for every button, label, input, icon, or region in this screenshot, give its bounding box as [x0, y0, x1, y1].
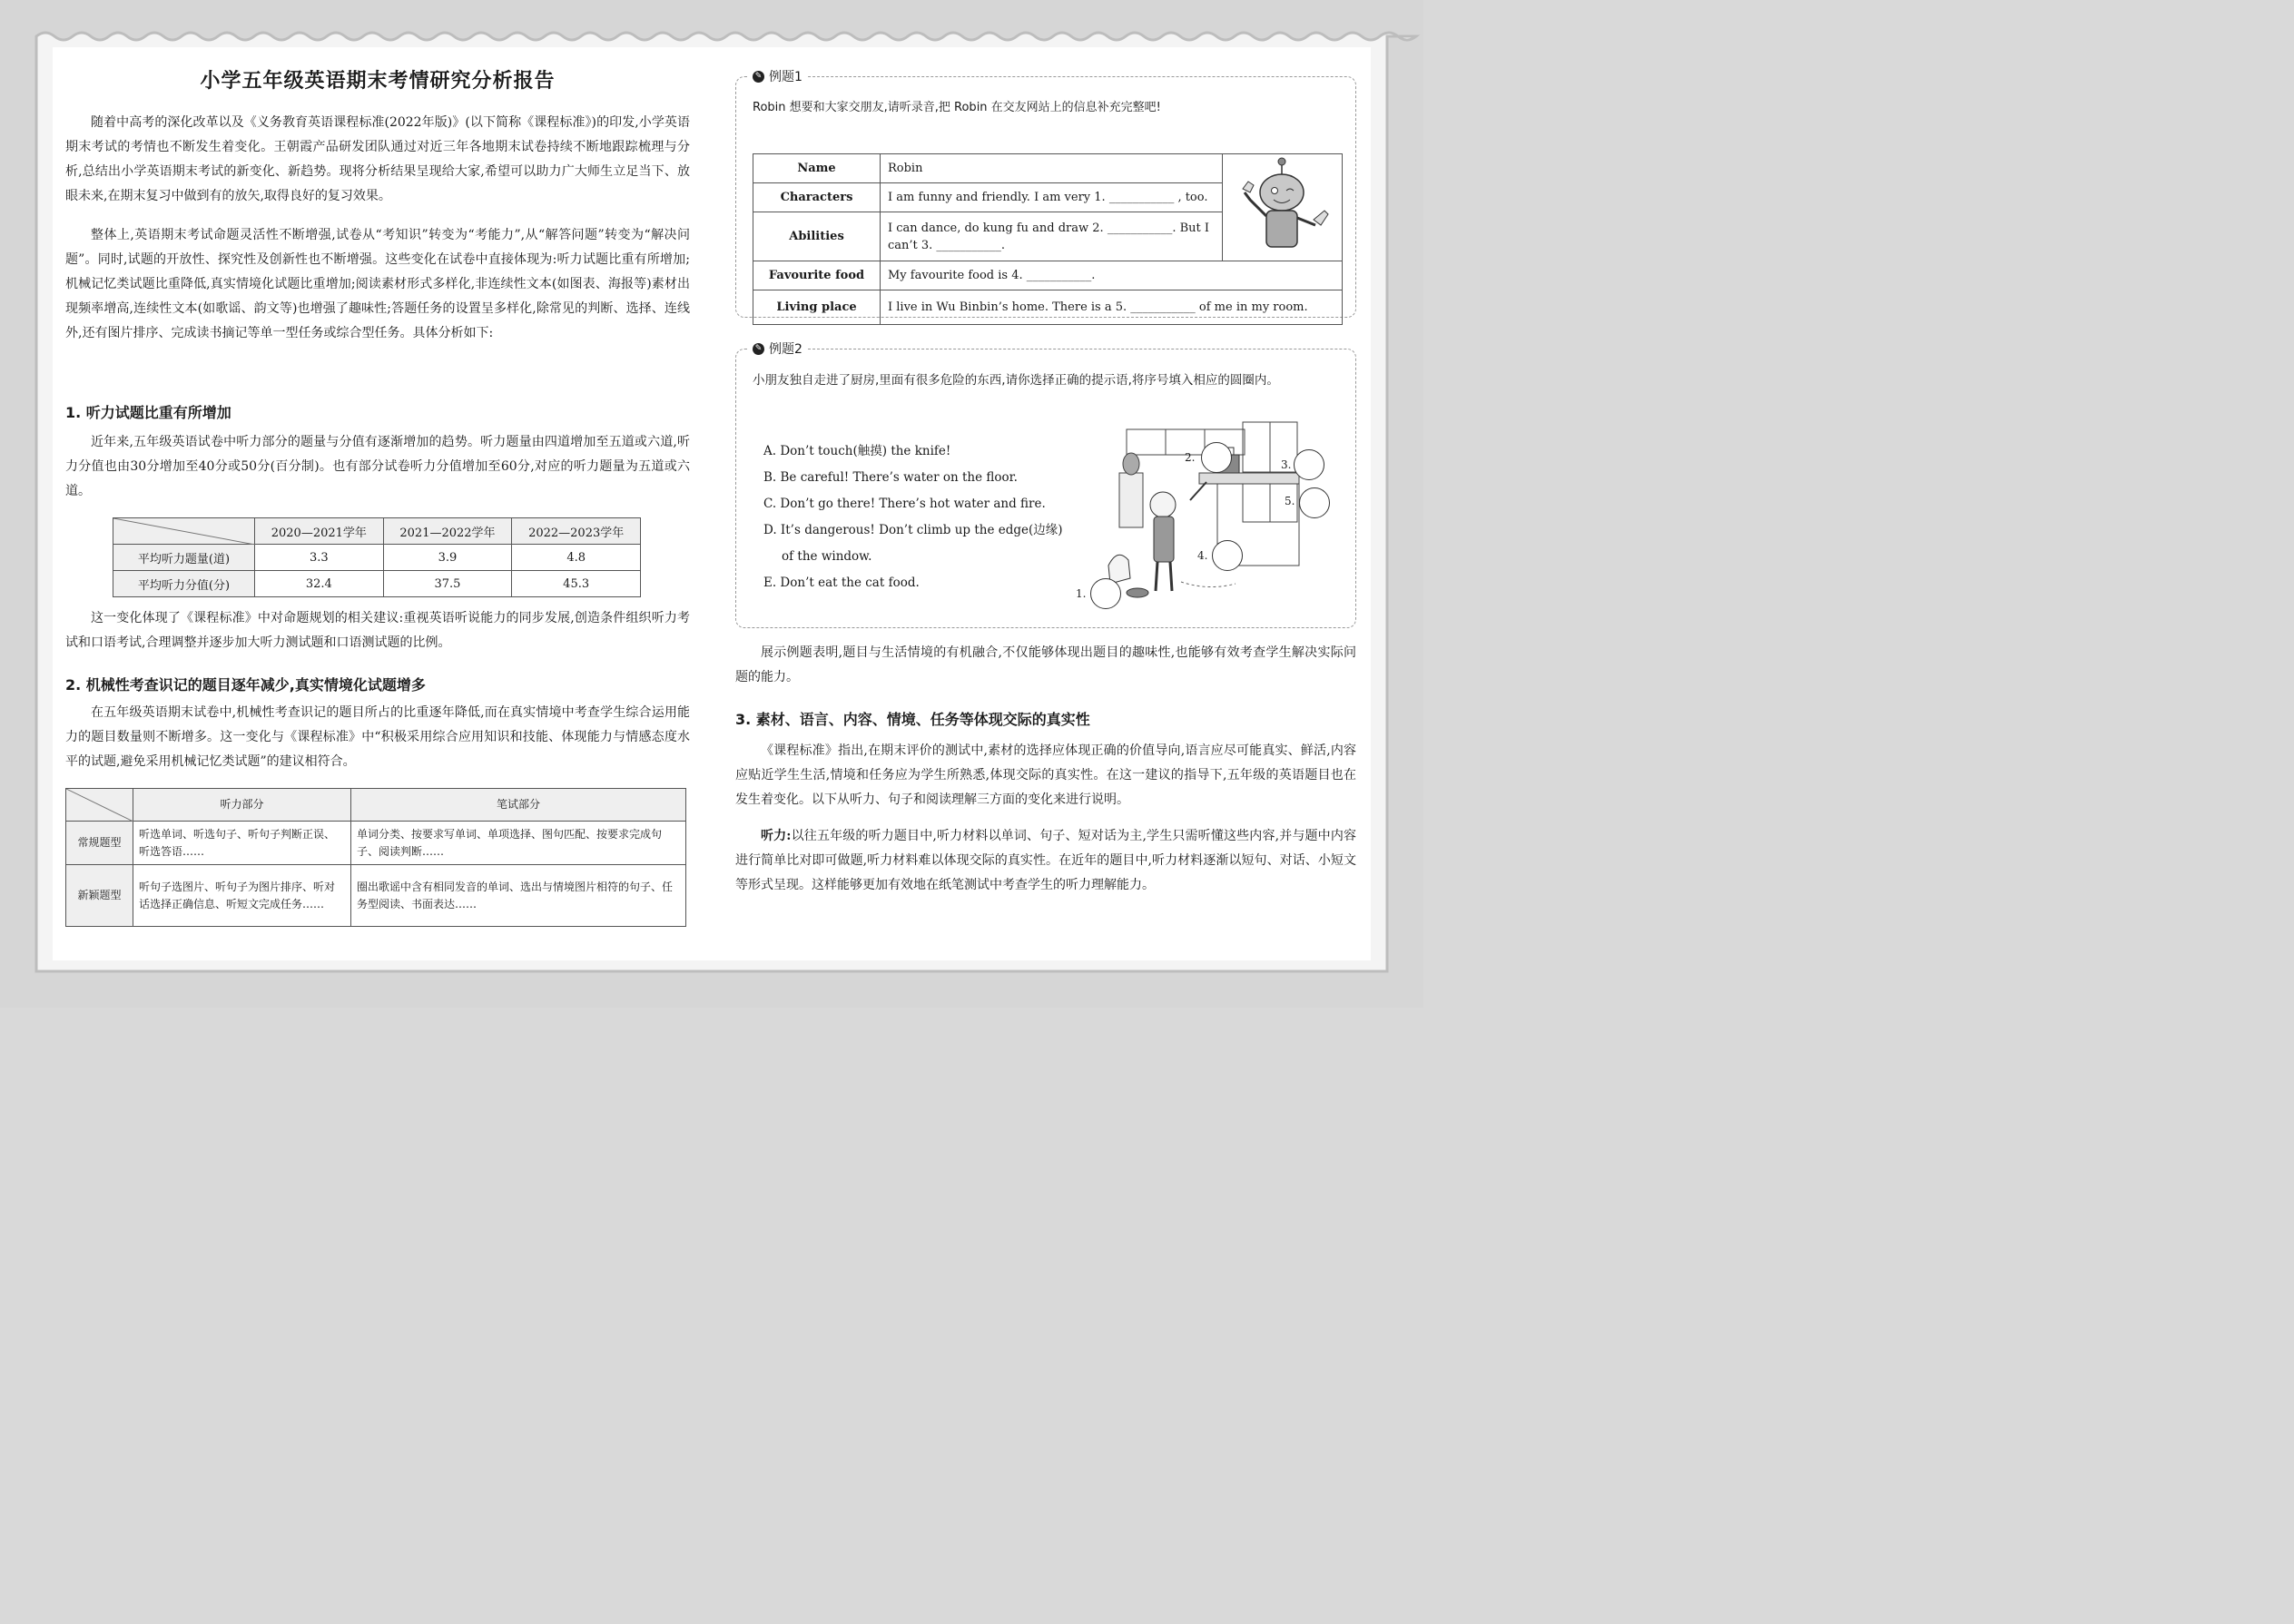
diagonal-line — [66, 789, 133, 822]
table-cell: 3.9 — [383, 545, 512, 571]
robot-illustration-cell — [1223, 154, 1343, 261]
section-3-paragraph-2 — [735, 824, 1356, 898]
globe-icon: ✎ — [753, 343, 764, 355]
column-header: 2020—2021学年 — [255, 518, 384, 545]
row-key: Name — [753, 154, 881, 183]
table-row — [753, 154, 1343, 183]
answer-circle-5[interactable] — [1299, 487, 1330, 518]
section-1-heading: 1. 听力试题比重有所增加 — [65, 404, 231, 421]
section-3-paragraph-1: 《课程标准》指出,在期末评价的测试中,素材的选择应体现正确的价值导向,语言应尽可能真实、鲜活,内容应贴近学生生活,情境和任务应为学生所熟悉,体现交际的真实性。在这一建议的指导下,五年级的英语题目也在发生着变化。以下从听力、句子和阅读理解三方面的变化来进行说明。 — [735, 743, 1356, 807]
row-value: I live in Wu Binbin’s home. There is a 5. ___________ of me in my room. — [881, 290, 1343, 325]
section-2-paragraph-1: 在五年级英语期末试卷中,机械性考查识记的题目所占的比重逐年降低,而在真实情境中考查学生综合运用能力的题目数量则不断增多。这一变化与《课程标准》中“积极采用综合应用知识和技能、体现能力与情感态度水平的试题,避免采用机械记忆类试题”的建议相符合。 — [65, 705, 690, 769]
table-row — [66, 822, 686, 865]
listening-text: 以往五年级的听力题目中,听力材料以单词、句子、短对话为主,学生只需听懂这些内容,并与题中内容进行简单比对即可做题,听力材料难以体现交际的真实性。在近年的题目中,听力材料逐渐以短句、对话、小短文等形式呈现。这样能够更加有效地在纸笔测试中考查学生的听力理解能力。 — [735, 829, 1356, 892]
example-1-question: Robin 想要和大家交朋友,请听录音,把 Robin 在交友网站上的信息补充完整吧! — [753, 101, 1161, 114]
row-header: 平均听力题量(道) — [113, 545, 255, 571]
row-header: 新颖题型 — [66, 865, 133, 927]
robin-profile-table — [753, 153, 1343, 325]
diagonal-line — [113, 518, 255, 545]
report-sheet — [53, 47, 1371, 960]
circle-number: 4. — [1197, 549, 1208, 562]
row-value: I am funny and friendly. I am very 1. ___________ , too. — [881, 183, 1223, 212]
row-value: I can dance, do kung fu and draw 2. ___________. But I can’t 3. ___________. — [881, 212, 1223, 261]
section-1-paragraph-1: 近年来,五年级英语试卷中听力部分的题量与分值有逐渐增加的趋势。听力题量由四道增加至五道或六道,听力分值也由30分增加至40分或50分(百分制)。也有部分试卷听力分值增加至60分,对应的听力题量为五道或六道。 — [65, 435, 690, 498]
table-row — [66, 865, 686, 927]
table-row — [753, 290, 1343, 325]
listening-stats-table — [113, 517, 641, 597]
row-key: Living place — [753, 290, 881, 325]
row-value: Robin — [881, 154, 1223, 183]
robot-illustration — [1223, 156, 1341, 256]
example-2-label: 例题2 — [769, 342, 802, 357]
listening-label: 听力: — [761, 829, 792, 843]
table-cell: 听选单词、听选句子、听句子判断正误、听选答语…… — [133, 822, 351, 865]
table-corner-cell — [66, 789, 133, 822]
option-c: C. Don’t go there! There’s hot water and fire. — [763, 497, 1046, 511]
example-1-tag — [747, 67, 808, 85]
table-cell: 听句子选图片、听句子为图片排序、听对话选择正确信息、听短文完成任务…… — [133, 865, 351, 927]
intro-paragraph-2: 整体上,英语期末考试命题灵活性不断增强,试卷从“考知识”转变为“考能力”,从“解答问题”转变为“解决问题”。同时,试题的开放性、探究性及创新性也不断增强。这些变化在试卷中直接体现为:听力试题比重有所增加;机械记忆类试题比重降低,真实情境化试题比重增加;阅读素材形式多样化,非连续性文本(如图表、海报等)素材出现频率增高,连续性文本(如歌谣、韵文等)也增强了趣味性;答题任务的设置呈多样化,除常见的判断、选择、连线外,还有图片排序、完成读书摘记等单一型任务或综合型任务。具体分析如下: — [65, 228, 690, 340]
question-type-table — [65, 788, 686, 927]
table-cell: 37.5 — [383, 571, 512, 597]
section-2-heading: 2. 机械性考查识记的题目逐年减少,真实情境化试题增多 — [65, 676, 426, 694]
row-header: 常规题型 — [66, 822, 133, 865]
column-header: 2022—2023学年 — [512, 518, 641, 545]
row-header: 平均听力分值(分) — [113, 571, 255, 597]
option-d-continued: of the window. — [782, 549, 872, 564]
example-1-label: 例题1 — [769, 70, 802, 84]
example-2-tag — [747, 340, 808, 358]
globe-icon: ✎ — [753, 71, 764, 83]
table-cell: 圈出歌谣中含有相同发音的单词、选出与情境图片相符的句子、任务型阅读、书面表达…… — [351, 865, 686, 927]
option-b: B. Be careful! There’s water on the floor. — [763, 470, 1018, 485]
circle-number: 5. — [1285, 495, 1295, 507]
circle-number: 1. — [1076, 587, 1087, 600]
table-row — [753, 261, 1343, 290]
page-title: 小学五年级英语期末考情研究分析报告 — [200, 70, 556, 93]
section-1-paragraph-2: 这一变化体现了《课程标准》中对命题规划的相关建议:重视英语听说能力的同步发展,创造条件组织听力考试和口语考试,合理调整并逐步加大听力测试题和口语测试题的比例。 — [65, 611, 690, 650]
answer-circle-3[interactable] — [1294, 449, 1324, 480]
example-2-question: 小朋友独自走进了厨房,里面有很多危险的东西,请你选择正确的提示语,将序号填入相应的圆圈内。 — [753, 373, 1279, 388]
column-header: 笔试部分 — [351, 789, 686, 822]
table-cell: 3.3 — [255, 545, 384, 571]
circle-number: 3. — [1281, 458, 1292, 471]
table-cell: 单词分类、按要求写单词、单项选择、图句匹配、按要求完成句子、阅读判断…… — [351, 822, 686, 865]
answer-circle-1[interactable] — [1090, 578, 1121, 609]
example-2-box — [735, 342, 1356, 628]
circle-number: 2. — [1185, 451, 1196, 464]
row-value: My favourite food is 4. ___________. — [881, 261, 1343, 290]
intro-paragraph-1: 随着中高考的深化改革以及《义务教育英语课程标准(2022年版)》(以下简称《课程标准》)的印发,小学英语期末考试的考情也不断发生着变化。王朝霞产品研发团队通过对近三年各地期末试卷持续不断地跟踪梳理与分析,总结出小学英语期末考试的新变化、新趋势。现将分析结果呈现给大家,希望可以助力广大师生立足当下、放眼未来,在期末复习中做到有的放矢,取得良好的复习效果。 — [65, 115, 690, 203]
section-3-heading: 3. 素材、语言、内容、情境、任务等体现交际的真实性 — [735, 711, 1090, 728]
table-row — [113, 545, 641, 571]
example-1-box — [735, 70, 1356, 318]
row-key: Abilities — [753, 212, 881, 261]
column-header: 2021—2022学年 — [383, 518, 512, 545]
table-corner-cell — [113, 518, 255, 545]
example-summary-paragraph: 展示例题表明,题目与生活情境的有机融合,不仅能够体现出题目的趣味性,也能够有效考查学生解决实际问题的能力。 — [735, 645, 1356, 684]
answer-circle-2[interactable] — [1201, 442, 1232, 473]
option-e: E. Don’t eat the cat food. — [763, 576, 920, 590]
option-d: D. It’s dangerous! Don’t climb up the edge(边缘) — [763, 523, 1063, 537]
answer-circle-4[interactable] — [1212, 540, 1243, 571]
table-row — [113, 571, 641, 597]
table-cell: 4.8 — [512, 545, 641, 571]
option-a: A. Don’t touch(触摸) the knife! — [763, 444, 951, 458]
column-header: 听力部分 — [133, 789, 351, 822]
row-key: Characters — [753, 183, 881, 212]
table-cell: 32.4 — [255, 571, 384, 597]
row-key: Favourite food — [753, 261, 881, 290]
table-cell: 45.3 — [512, 571, 641, 597]
